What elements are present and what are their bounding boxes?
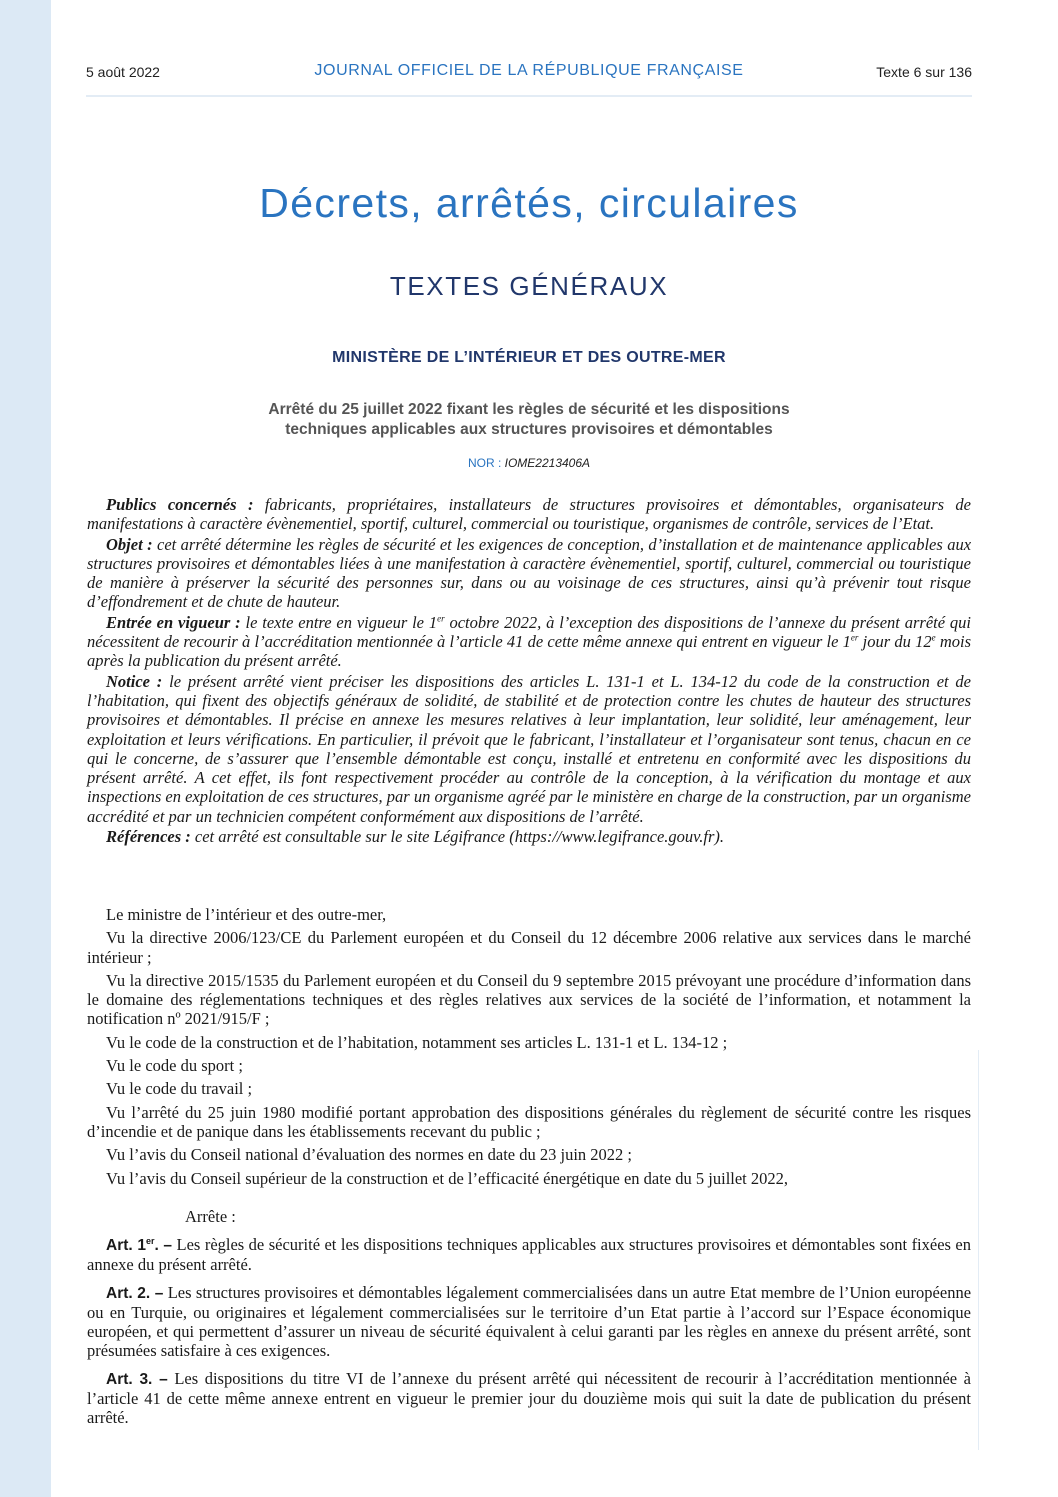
article-1-label bbox=[106, 1237, 172, 1254]
nor-label: NOR : bbox=[467, 456, 502, 470]
references-label: Références : bbox=[106, 827, 191, 847]
article-1-dash: . – bbox=[154, 1237, 173, 1254]
notice-label: Notice : bbox=[106, 671, 163, 691]
arrete-word: Arrête : bbox=[185, 1207, 236, 1226]
article-1-text: Les règles de sécurité et les dispositions techniques applicables aux structures provisoires et démontables sont fixées en annexe du présent arrêté. bbox=[87, 1235, 972, 1275]
article-3-label: Art. 3. – bbox=[106, 1370, 168, 1388]
header-divider bbox=[86, 95, 972, 97]
summary-entree bbox=[87, 613, 971, 671]
publics-text: fabricants, propriétaires, installateurs de structures provisoires et démontables, organisateurs de manifestations à caractère évènementiel, sportif, culturel, commercial ou touristique, organismes de contrôle, services de l’Etat. bbox=[87, 495, 972, 534]
visa-4: Vu le code du sport ; bbox=[106, 1056, 243, 1076]
article-1-sup: er bbox=[145, 1235, 155, 1246]
article-1 bbox=[87, 1235, 971, 1275]
article-3 bbox=[87, 1369, 971, 1428]
articles-block bbox=[87, 1235, 971, 1436]
objet-label: Objet : bbox=[106, 534, 153, 554]
article-2-label: Art. 2. – bbox=[106, 1284, 164, 1302]
journal-title: JOURNAL OFFICIEL DE LA RÉPUBLIQUE FRANÇAISE bbox=[314, 62, 744, 79]
entree-label: Entrée en vigueur : bbox=[106, 612, 241, 632]
visa-8: Vu l’avis du Conseil supérieur de la construction et de l’efficacité énergétique en date du 5 juillet 2022, bbox=[106, 1168, 789, 1188]
entree-sup-a: er bbox=[437, 613, 445, 624]
page-header bbox=[86, 60, 972, 86]
visa-3: Vu le code de la construction et de l’habitation, notamment ses articles L. 131-1 et L. 134-12 ; bbox=[106, 1032, 728, 1052]
article-1-number: Art. 1 bbox=[106, 1237, 146, 1254]
references-text: cet arrêté est consultable sur le site Légifrance (https://www.legifrance.gouv.fr). bbox=[194, 827, 725, 847]
text-number: Texte 6 sur 136 bbox=[876, 64, 972, 80]
visa-7: Vu l’avis du Conseil national d’évaluation des normes en date du 23 juin 2022 ; bbox=[106, 1145, 632, 1165]
visa-1: Vu la directive 2006/123/CE du Parlement européen et du Conseil du 12 décembre 2006 relative aux services dans le marché intérieur ; bbox=[87, 928, 971, 967]
entree-sup-c: e bbox=[931, 632, 936, 643]
entree-text-c: jour du 12 bbox=[862, 632, 932, 652]
minister-line: Le ministre de l’intérieur et des outre-mer, bbox=[106, 905, 387, 924]
entree-text-d: mois après la publication du présent arrêté. bbox=[87, 632, 972, 671]
main-title: Décrets, arrêtés, circulaires bbox=[259, 180, 799, 226]
summary-references bbox=[87, 827, 971, 846]
summary-publics bbox=[87, 495, 971, 534]
summary-block bbox=[87, 495, 971, 847]
article-2 bbox=[87, 1283, 971, 1361]
nor-reference bbox=[86, 456, 972, 470]
summary-notice bbox=[87, 672, 971, 826]
article-3-text: Les dispositions du titre VI de l’annexe du présent arrêté qui nécessitent de recourir à l’accréditation mentionnée à l’article 41 de cette même annexe entrent en vigueur le premier jour du douzième mois qui suit la date de publication du présent arrêté. bbox=[87, 1368, 971, 1428]
nor-value: IOME2213406A bbox=[504, 456, 591, 470]
arrete-title bbox=[150, 400, 908, 440]
visa-6: Vu l’arrêté du 25 juin 1980 modifié portant approbation des dispositions générales du règlement de sécurité contre les risques d’incendie et de panique dans les établissements recevant du public ; bbox=[87, 1102, 971, 1141]
ministry-heading: MINISTÈRE DE L’INTÉRIEUR ET DES OUTRE-MER bbox=[332, 349, 726, 366]
left-margin-band bbox=[0, 0, 51, 1497]
section-title: TEXTES GÉNÉRAUX bbox=[389, 271, 669, 301]
publication-date: 5 août 2022 bbox=[86, 64, 160, 80]
visa-5: Vu le code du travail ; bbox=[106, 1079, 253, 1099]
entree-sup-b: er bbox=[850, 632, 859, 643]
entree-text-a: le texte entre en vigueur le 1 bbox=[245, 612, 438, 632]
right-margin-rule bbox=[978, 1050, 979, 1450]
notice-text: le présent arrêté vient préciser les dispositions des articles L. 131-1 et L. 134-12 du code de la construction et de l’habitation, qui fixent des objectifs généraux de solidité, de stabilité et de protection contre les chutes de hauteur des structures provisoires et démontables. Il précise en annexe les mesures relatives à leur implantation, leur solidité, leur aménagement, leur exploitation et leurs vérifications. En particulier, il prévoit que le fabricant, l’installateur et l’organisateur sont tenus, chacun en ce qui le concerne, de s’assurer que l’ensemble démontable est conçu, installé et entretenu en conformité avec les dispositions du présent arrêté. A cet effet, ils font respectivement procéder au contrôle de la conception, à la vérification du montage et aux inspections en exploitation de ces structures, par un organisme agréé par le ministère en charge de la construction, par un organisme accrédité et par un technicien compétent conformément aux dispositions de l’arrêté. bbox=[87, 671, 971, 826]
arrete-title-line-2: techniques applicables aux structures provisoires et démontables bbox=[285, 421, 773, 438]
publics-label: Publics concernés : bbox=[106, 495, 254, 514]
objet-text: cet arrêté détermine les règles de sécurité et les exigences de conception, d’installation et de maintenance applicables aux structures provisoires et démontables liées à une manifestation à caractère évènementiel, sportif, culturel, commercial ou touristique de manière à préserver la sécurité des personnes sur, dans ou au voisinage de ces structures, ainsi qu’à prévenir tout risque d’effondrement et de chute de hauteur. bbox=[87, 534, 972, 612]
visas-block bbox=[87, 905, 971, 1192]
entree-text-b: octobre 2022, à l’exception des dispositions de l’annexe du présent arrêté qui nécessitent de recourir à l’accréditation mentionnée à l’article 41 de cette même annexe qui entrent en vigueur le 1 bbox=[87, 612, 972, 652]
visa-2: Vu la directive 2015/1535 du Parlement européen et du Conseil du 9 septembre 2015 prévoyant une procédure d’information dans le domaine des réglementations techniques et des règles relatives aux services de la société de l’information, et notamment la notification nº 2021/915/F ; bbox=[87, 970, 971, 1029]
arrete-title-line-1: Arrêté du 25 juillet 2022 fixant les règles de sécurité et les dispositions bbox=[268, 401, 790, 418]
article-2-text: Les structures provisoires et démontables légalement commercialisées dans un autre Etat membre de l’Union européenne ou en Turquie, ou originaires et légalement commercialisées sur le territoire d’un Etat partie à l’accord sur l’Espace économique européen, et qui permettent d’assurer un niveau de sécurité équivalent à celui garanti par les règles en annexe du présent arrêté, sont présumées satisfaire à ces exigences. bbox=[87, 1282, 972, 1361]
summary-objet bbox=[87, 535, 971, 612]
